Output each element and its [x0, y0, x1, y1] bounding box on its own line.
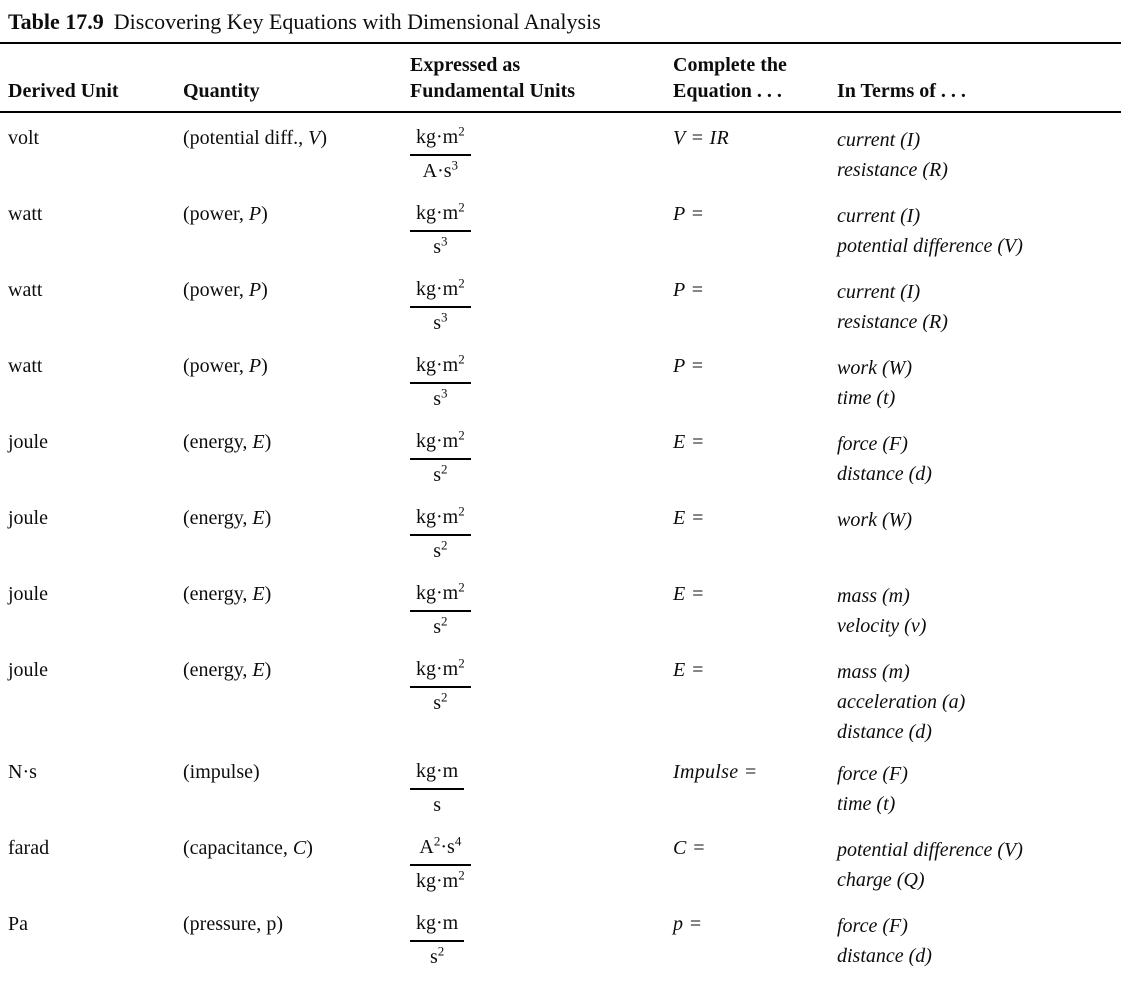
unit-fraction [410, 429, 471, 487]
table-row [0, 417, 1121, 493]
fraction-denominator: s [433, 794, 441, 816]
quantity-symbol: p [266, 913, 277, 935]
term-line: time (t) [837, 793, 896, 815]
fraction-denominator: $s^2$ [433, 537, 448, 562]
in-terms-of-cell [837, 759, 1121, 823]
fundamental-units-cell [410, 581, 673, 645]
derived-unit-cell: joule [8, 507, 48, 529]
term-line: mass (m) [837, 585, 910, 607]
table-row [0, 341, 1121, 417]
term-line: force (F) [837, 915, 908, 937]
fraction-denominator: $s^3$ [433, 233, 448, 258]
table-title [0, 0, 1121, 44]
fraction-bar [410, 788, 464, 790]
in-terms-of-cell [837, 125, 1121, 189]
quantity-close: ) [306, 837, 313, 859]
quantity-cell [183, 125, 410, 189]
in-terms-of-cell [837, 505, 1121, 569]
table-number: Table 17.9 [8, 9, 104, 34]
quantity-cell [183, 657, 410, 747]
unit-fraction [410, 125, 471, 183]
fraction-bar [410, 382, 471, 384]
term-line: potential difference (V) [837, 235, 1023, 257]
quantity-symbol: E [252, 431, 265, 453]
fundamental-units-cell [410, 911, 673, 975]
term-line: distance (d) [837, 721, 932, 743]
term-line: acceleration (a) [837, 691, 966, 713]
quantity-symbol: P [248, 203, 262, 225]
equation-cell: V = IR [673, 127, 730, 149]
quantity-cell [183, 277, 410, 341]
quantity-cell [183, 505, 410, 569]
term-line: mass (m) [837, 661, 910, 683]
quantity-text: (power, [183, 279, 249, 301]
fraction-numerator: $kg\cdot m^2$ [416, 579, 465, 604]
table-row [0, 569, 1121, 645]
quantity-cell [183, 911, 410, 975]
quantity-close: ) [261, 355, 268, 377]
derived-unit-cell: watt [8, 203, 43, 225]
quantity-close: ) [261, 279, 268, 301]
column-header-fundamental-units [410, 52, 673, 104]
quantity-symbol: P [248, 355, 262, 377]
in-terms-of-cell [837, 657, 1121, 747]
fraction-denominator: $A\cdot s^3$ [422, 157, 459, 182]
equation-cell: E = [673, 583, 705, 605]
quantity-cell [183, 353, 410, 417]
unit-fraction [410, 277, 471, 335]
fraction-denominator: $s^2$ [433, 689, 448, 714]
fraction-bar [410, 864, 471, 866]
unit-fraction [410, 911, 464, 969]
fundamental-units-cell [410, 835, 673, 899]
table-row [0, 493, 1121, 569]
term-line: current (I) [837, 129, 921, 151]
table-row [0, 189, 1121, 265]
derived-unit-cell: Pa [8, 913, 28, 935]
header-line: Derived Unit [8, 80, 119, 102]
quantity-text: (energy, [183, 659, 253, 681]
header-line: Expressed as [410, 54, 521, 76]
quantity-close: ) [264, 507, 272, 529]
fraction-denominator: $s^3$ [433, 385, 448, 410]
fraction-numerator: $kg\cdot m^2$ [416, 275, 465, 300]
term-line: distance (d) [837, 945, 932, 967]
unit-fraction [410, 353, 471, 411]
fraction-numerator: $kg\cdot m^2$ [416, 123, 465, 148]
fundamental-units-cell [410, 429, 673, 493]
equation-cell: P = [673, 279, 705, 301]
term-line: potential difference (V) [837, 839, 1023, 861]
term-line: force (F) [837, 433, 908, 455]
derived-unit-cell: N·s [8, 761, 37, 783]
fundamental-units-cell [410, 353, 673, 417]
quantity-close: ) [320, 127, 328, 149]
derived-unit-cell: farad [8, 837, 50, 859]
quantity-text: (power, [183, 203, 249, 225]
fundamental-units-cell [410, 759, 673, 823]
term-line: velocity (v) [837, 615, 927, 637]
fraction-numerator: $A^2\cdot s^4$ [419, 833, 462, 858]
quantity-cell [183, 429, 410, 493]
unit-fraction [410, 201, 471, 259]
derived-unit-cell: watt [8, 355, 43, 377]
fraction-numerator: $kg\cdot m^2$ [416, 655, 465, 680]
quantity-cell [183, 581, 410, 645]
quantity-text: (pressure, [183, 913, 267, 935]
derived-unit-cell: joule [8, 431, 48, 453]
unit-fraction [410, 835, 471, 893]
in-terms-of-cell [837, 581, 1121, 645]
quantity-close: ) [261, 203, 268, 225]
quantity-text: (energy, [183, 507, 253, 529]
term-line: distance (d) [837, 463, 932, 485]
term-line: current (I) [837, 281, 921, 303]
quantity-text: (impulse) [183, 761, 260, 783]
term-line: resistance (R) [837, 311, 948, 333]
quantity-text: (power, [183, 355, 249, 377]
fraction-numerator: $kg\cdot m^2$ [416, 199, 465, 224]
fraction-bar [410, 306, 471, 308]
fraction-numerator: kg·m [416, 912, 459, 934]
term-line: force (F) [837, 763, 908, 785]
in-terms-of-cell [837, 353, 1121, 417]
equation-cell: C = [673, 837, 706, 859]
unit-fraction [410, 581, 471, 639]
quantity-close: ) [264, 583, 272, 605]
term-line: charge (Q) [837, 869, 925, 891]
equation-cell: E = [673, 507, 705, 529]
unit-fraction [410, 657, 471, 715]
fundamental-units-cell [410, 125, 673, 189]
term-line: current (I) [837, 205, 921, 227]
table-header-row [0, 44, 1121, 113]
equation-cell: P = [673, 355, 705, 377]
quantity-symbol: E [252, 507, 265, 529]
column-header-complete-equation [673, 52, 837, 104]
column-header-quantity [183, 52, 410, 104]
quantity-cell [183, 835, 410, 899]
quantity-close: ) [264, 659, 272, 681]
quantity-symbol: C [292, 837, 307, 859]
in-terms-of-cell [837, 429, 1121, 493]
fraction-denominator: $kg\cdot m^2$ [416, 867, 465, 892]
unit-fraction [410, 759, 464, 817]
fraction-bar [410, 610, 471, 612]
quantity-text: (energy, [183, 431, 253, 453]
fundamental-units-cell [410, 505, 673, 569]
fraction-denominator: $s^2$ [429, 943, 445, 968]
in-terms-of-cell [837, 835, 1121, 899]
in-terms-of-cell [837, 277, 1121, 341]
header-line: In Terms of . . . [837, 80, 966, 102]
fraction-denominator: $s^2$ [433, 461, 448, 486]
fraction-numerator: $kg\cdot m^2$ [416, 503, 465, 528]
fraction-bar [410, 458, 471, 460]
header-line: Quantity [183, 80, 260, 102]
equation-cell: E = [673, 431, 705, 453]
table-title-text: Discovering Key Equations with Dimensional Analysis [113, 9, 601, 34]
quantity-text: (energy, [183, 583, 253, 605]
fraction-bar [410, 534, 471, 536]
header-line: Complete the [673, 54, 787, 76]
in-terms-of-cell [837, 911, 1121, 975]
derived-unit-cell: joule [8, 659, 48, 681]
quantity-cell [183, 759, 410, 823]
quantity-symbol: E [252, 583, 265, 605]
in-terms-of-cell [837, 201, 1121, 265]
term-line: time (t) [837, 387, 896, 409]
quantity-close: ) [276, 913, 283, 935]
derived-unit-cell: watt [8, 279, 43, 301]
fraction-bar [410, 686, 471, 688]
unit-fraction [410, 505, 471, 563]
table-row [0, 113, 1121, 189]
fraction-numerator: $kg\cdot m^2$ [416, 351, 465, 376]
column-header-derived-unit [8, 52, 183, 104]
term-line: resistance (R) [837, 159, 948, 181]
table-body [0, 113, 1121, 975]
fundamental-units-cell [410, 657, 673, 747]
quantity-cell [183, 201, 410, 265]
equation-cell: Impulse = [673, 761, 758, 783]
fraction-numerator: kg·m [416, 760, 459, 782]
derived-unit-cell: joule [8, 583, 48, 605]
table-row [0, 265, 1121, 341]
quantity-close: ) [264, 431, 272, 453]
column-header-in-terms-of [837, 52, 1121, 104]
fundamental-units-cell [410, 201, 673, 265]
equation-cell: p = [673, 913, 703, 935]
term-line: work (W) [837, 509, 912, 531]
fraction-bar [410, 230, 471, 232]
header-line: Fundamental Units [410, 80, 576, 102]
derived-unit-cell: volt [8, 127, 40, 149]
fraction-denominator: $s^3$ [433, 309, 448, 334]
quantity-symbol: P [248, 279, 262, 301]
fraction-bar [410, 154, 471, 156]
fundamental-units-cell [410, 277, 673, 341]
quantity-symbol: E [252, 659, 265, 681]
fraction-denominator: $s^2$ [433, 613, 448, 638]
quantity-text: (potential diff., [183, 127, 309, 149]
table-row [0, 899, 1121, 975]
table-row [0, 823, 1121, 899]
fraction-numerator: $kg\cdot m^2$ [416, 427, 465, 452]
term-line: work (W) [837, 357, 912, 379]
equation-cell: E = [673, 659, 705, 681]
quantity-symbol: V [308, 127, 321, 149]
header-line: Equation . . . [673, 80, 782, 102]
fraction-bar [410, 940, 464, 942]
quantity-text: (capacitance, [183, 837, 293, 859]
table-row [0, 645, 1121, 747]
equation-cell: P = [673, 203, 705, 225]
table-row [0, 747, 1121, 823]
